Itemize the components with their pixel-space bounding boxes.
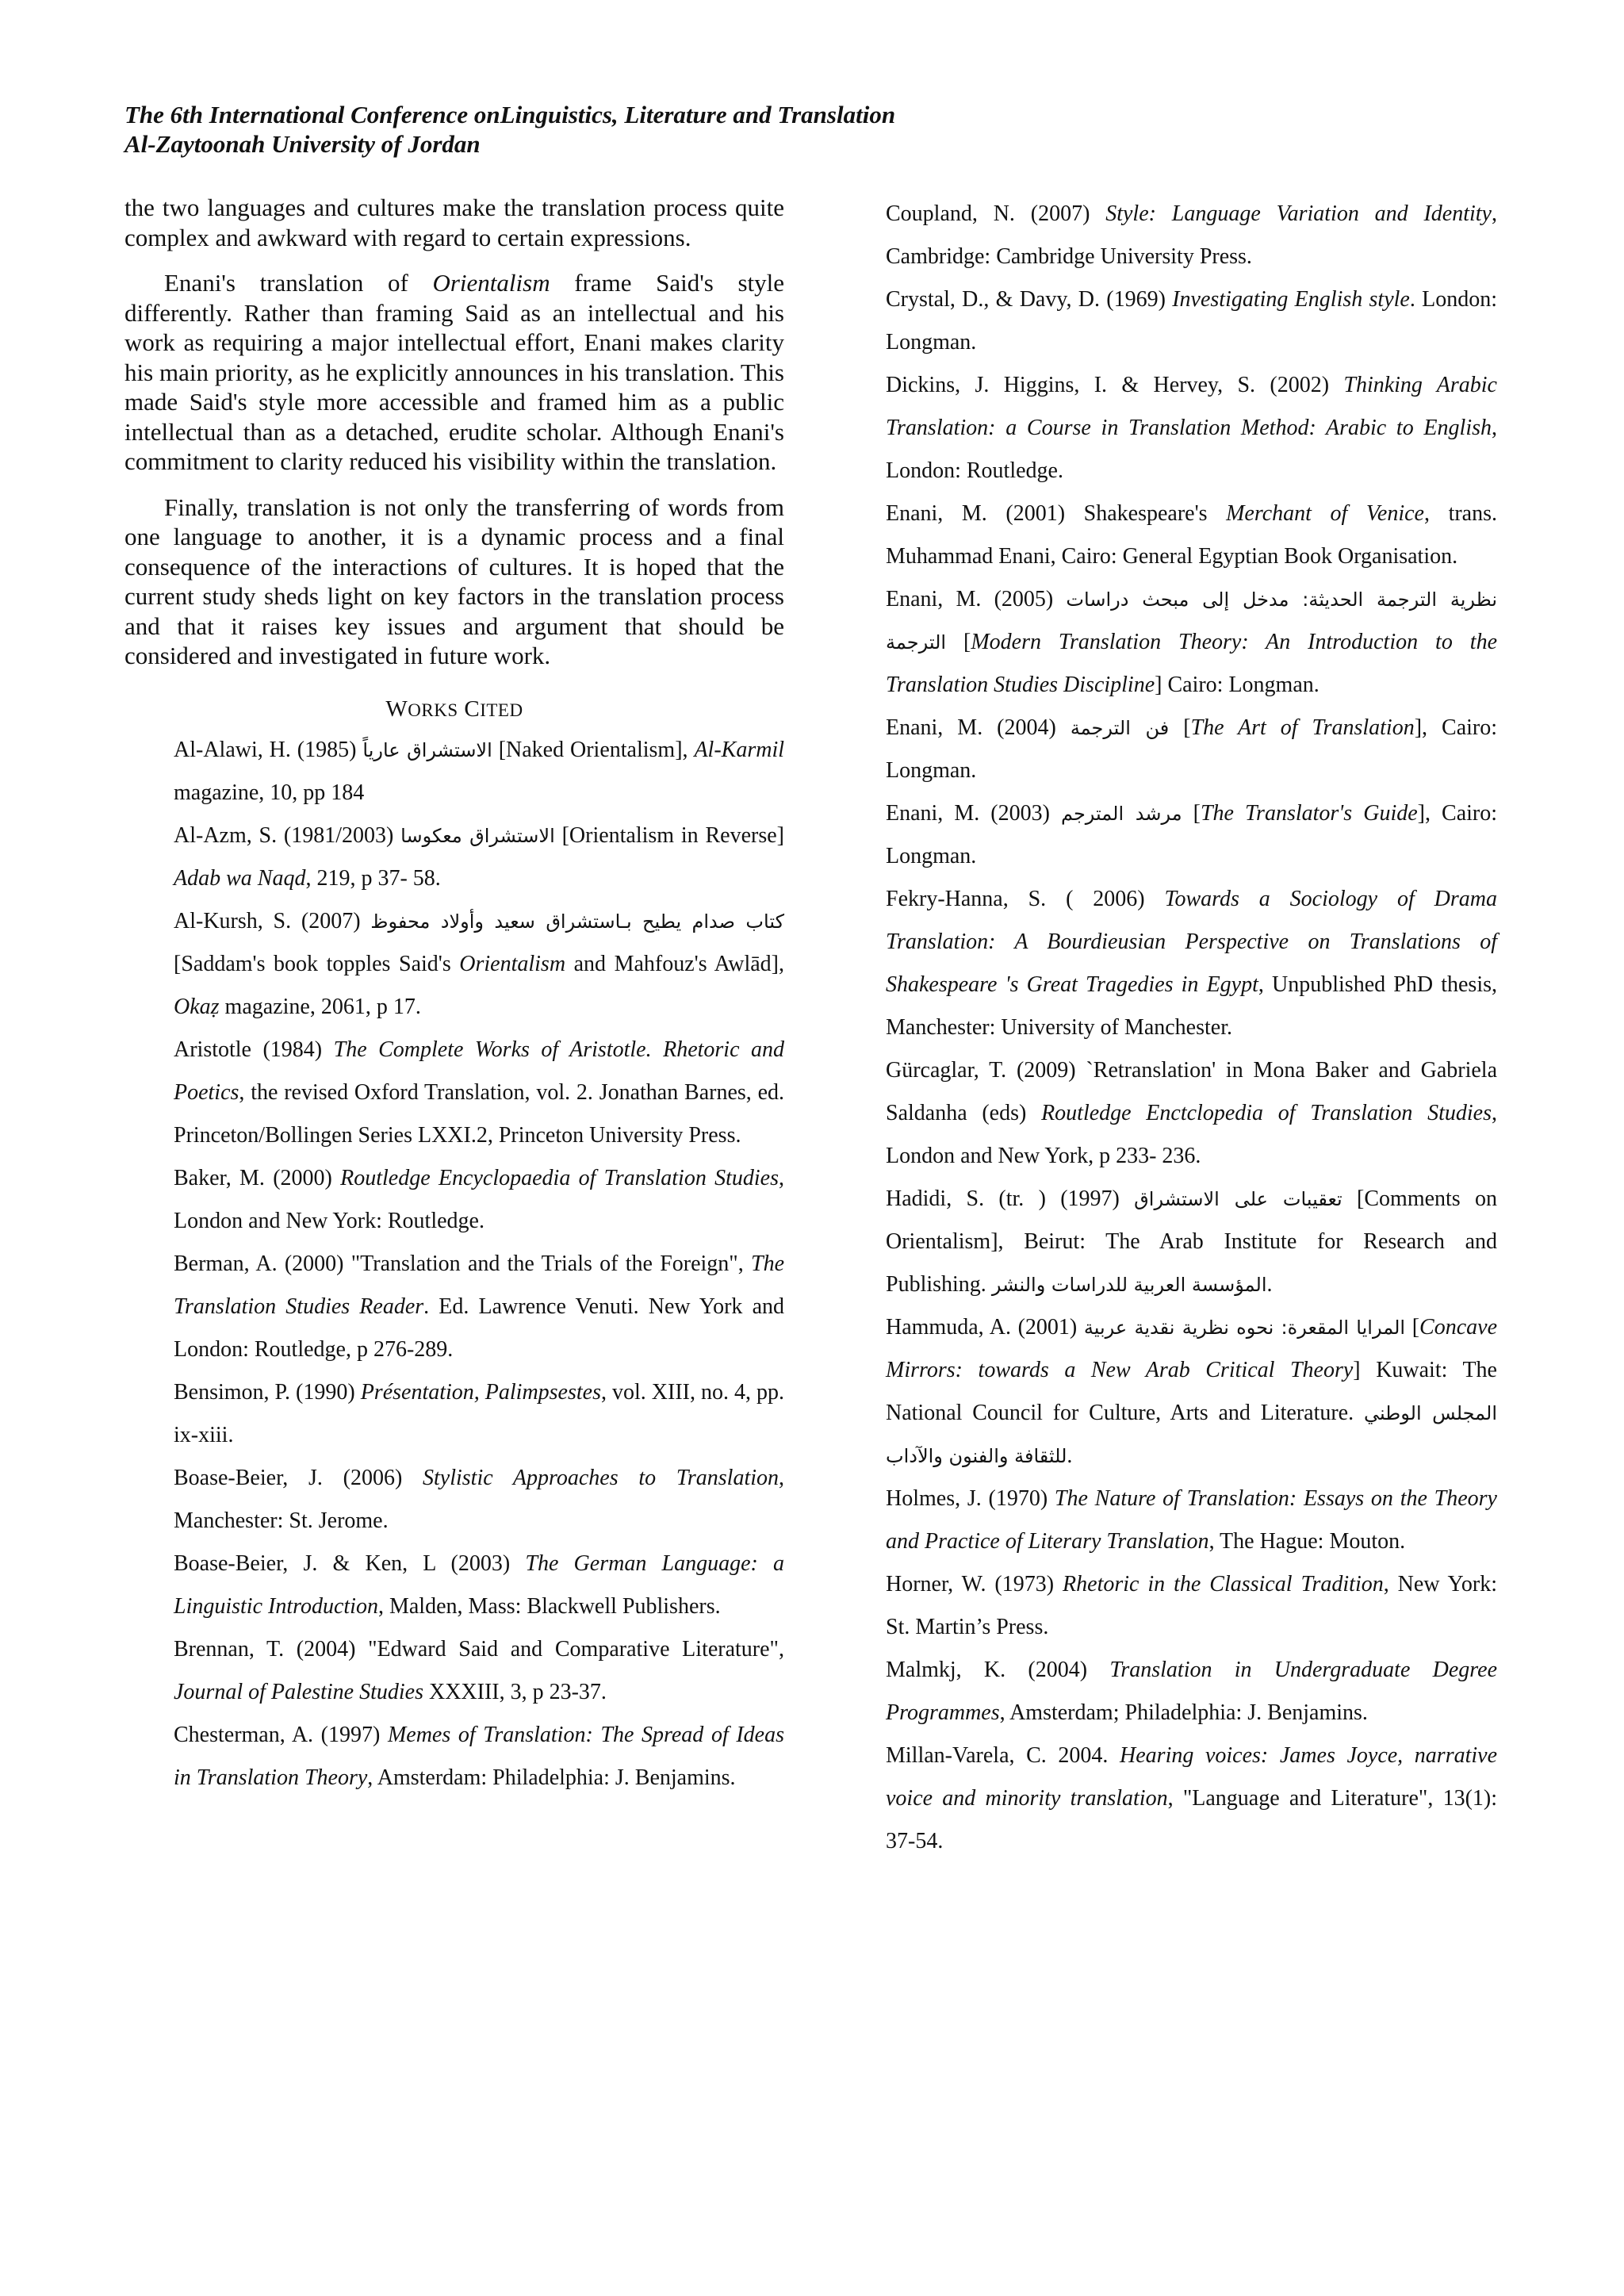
reference-entry: Baker, M. (2000) Routledge Encyclopaedia of Translation Studies, London and New York: Routledge. bbox=[174, 1165, 784, 1233]
reference-entry: Hammuda, A. (2001) المرايا المقعرة: نحوه نظرية نقدية عربية [Concave Mirrors: towards a New Arab Critical Theory] Kuwait: The National Council for Culture, Arts and Literature. المجلس الوطني للثقافة والفنون والآداب. bbox=[886, 1315, 1498, 1468]
reference-entry: Aristotle (1984) The Complete Works of Aristotle. Rhetoric and Poetics, the revised Oxford Translation, vol. 2. Jonathan Barnes, ed. Princeton/Bollingen Series LXXI.2, Princeton University Press. bbox=[174, 1037, 784, 1148]
reference-entry: Chesterman, A. (1997) Memes of Translation: The Spread of Ideas in Translation Theory, Amsterdam: Philadelphia: J. Benjamins. bbox=[174, 1722, 784, 1790]
reference-entry: Boase-Beier, J. & Ken, L (2003) The German Language: a Linguistic Introduction, Malden, Mass: Blackwell Publishers. bbox=[174, 1550, 784, 1619]
reference-entry: Fekry-Hanna, S. ( 2006) Towards a Sociology of Drama Translation: A Bourdieusian Perspective on Translations of Shakespeare 's Great Tragedies in Egypt, Unpublished PhD thesis, Manchester: University of Manchester. bbox=[886, 887, 1497, 1040]
reference-entry: Horner, W. (1973) Rhetoric in the Classical Tradition, New York: St. Martin’s Press. bbox=[886, 1572, 1497, 1639]
reference-entry: Crystal, D., & Davy, D. (1969) Investigating English style. London: Longman. bbox=[886, 287, 1497, 355]
body-paragraph-3: Finally, translation is not only the transferring of words from one language to another, it is a dynamic process and a final consequence of the interactions of cultures. It is hoped that the current study sheds light on key factors in the translation process and that it raises key issues and argument that should be considered and investigated in future work. bbox=[124, 493, 784, 669]
reference-entry: Brennan, T. (2004) "Edward Said and Comparative Literature", Journal of Palestine Studies XXXIII, 3, p 23-37. bbox=[174, 1636, 784, 1704]
body-paragraph-2: Enani's translation of Orientalism frame Said's style differently. Rather than framing Said as an intellectual and his work as requiring a major intellectual effort, Enani makes clarity his main priority, as he explicitly announces in his translation. This made Said's style more accessible and framed him as a public intellectual than as a detached, erudite scholar. Although Enani's commitment to clarity reduced his visibility within the translation. bbox=[124, 269, 785, 475]
university-name: Al-Zaytoonah University of Jordan bbox=[124, 130, 481, 158]
reference-entry: Berman, A. (2000) "Translation and the Trials of the Foreign", The Translation Studies Reader. Ed. Lawrence Venuti. New York and London: Routledge, p 276-289. bbox=[174, 1251, 784, 1362]
reference-entry: Enani, M. (2005) نظرية الترجمة الحديثة: مدخل إلى مبحث دراسات الترجمة [Modern Translation Theory: An Introduction to the Translation Studies Discipline] Cairo: Longman. bbox=[886, 587, 1498, 697]
reference-entry: Malmkj, K. (2004) Translation in Undergraduate Degree Programmes, Amsterdam; Philadelphia: J. Benjamins. bbox=[886, 1658, 1497, 1725]
reference-entry: Coupland, N. (2007) Style: Language Variation and Identity, Cambridge: Cambridge University Press. bbox=[886, 201, 1497, 269]
reference-entry: Boase-Beier, J. (2006) Stylistic Approaches to Translation, Manchester: St. Jerome. bbox=[174, 1465, 785, 1533]
reference-entry: Enani, M. (2001) Shakespeare's Merchant of Venice, trans. Muhammad Enani, Cairo: General Egyptian Book Organisation. bbox=[886, 501, 1497, 569]
reference-entry: Enani, M. (2003) مرشد المترجم [The Translator's Guide], Cairo: Longman. bbox=[886, 801, 1498, 868]
reference-entry: Al-Alawi, H. (1985) الاستشراق عارياً [Naked Orientalism], Al-Karmil magazine, 10, pp 184 bbox=[174, 737, 785, 805]
reference-entry: Hadidi, S. (tr. ) (1997) تعقيبات على الاستشراق [Comments on Orientalism], Beirut: The Arab Institute for Research and Publishing. المؤسسة العربية للدراسات والنشر. bbox=[886, 1186, 1498, 1297]
body-paragraph-1: the two languages and cultures make the translation process quite complex and awkward with regard to certain expressions. bbox=[124, 194, 784, 251]
reference-entry: Bensimon, P. (1990) Présentation, Palimpsestes, vol. XIII, no. 4, pp. ix-xiii. bbox=[174, 1379, 784, 1447]
reference-entry: Al-Azm, S. (1981/2003) الاستشراق معكوسا [Orientalism in Reverse] Adab wa Naqd, 219, p 37- 58. bbox=[174, 822, 784, 891]
right-column bbox=[886, 193, 1497, 1863]
reference-entry: Millan-Varela, C. 2004. Hearing voices: James Joyce, narrative voice and minority translation, "Language and Literature", 13(1): 37-54. bbox=[886, 1743, 1498, 1853]
works-cited-heading: WORKS CITED bbox=[385, 696, 523, 722]
reference-entry: Holmes, J. (1970) The Nature of Translation: Essays on the Theory and Practice of Literary Translation, The Hague: Mouton. bbox=[886, 1486, 1497, 1554]
left-column bbox=[124, 193, 784, 1800]
conference-title: The 6th International Conference onLinguistics, Literature and Translation bbox=[124, 101, 896, 128]
reference-entry: Gürcaglar, T. (2009) `Retranslation' in Mona Baker and Gabriela Saldanha (eds) Routledge Enctclopedia of Translation Studies, London and New York, p 233- 236. bbox=[886, 1058, 1498, 1168]
reference-entry: Enani, M. (2004) فن الترجمة [The Art of Translation], Cairo: Longman. bbox=[886, 715, 1497, 783]
reference-entry: Dickins, J. Higgins, I. & Hervey, S. (2002) Thinking Arabic Translation: a Course in Translation Method: Arabic to English, London: Routledge. bbox=[886, 373, 1497, 483]
reference-entry: Al-Kursh, S. (2007) كتاب صدام يطيح بـاستشراق سعيد وأولاد محفوظ [Saddam's book topples Said's Orientalism and Mahfouz's Awlād], Okaẓ magazine, 2061, p 17. bbox=[174, 908, 784, 1019]
page-header bbox=[124, 100, 1076, 159]
